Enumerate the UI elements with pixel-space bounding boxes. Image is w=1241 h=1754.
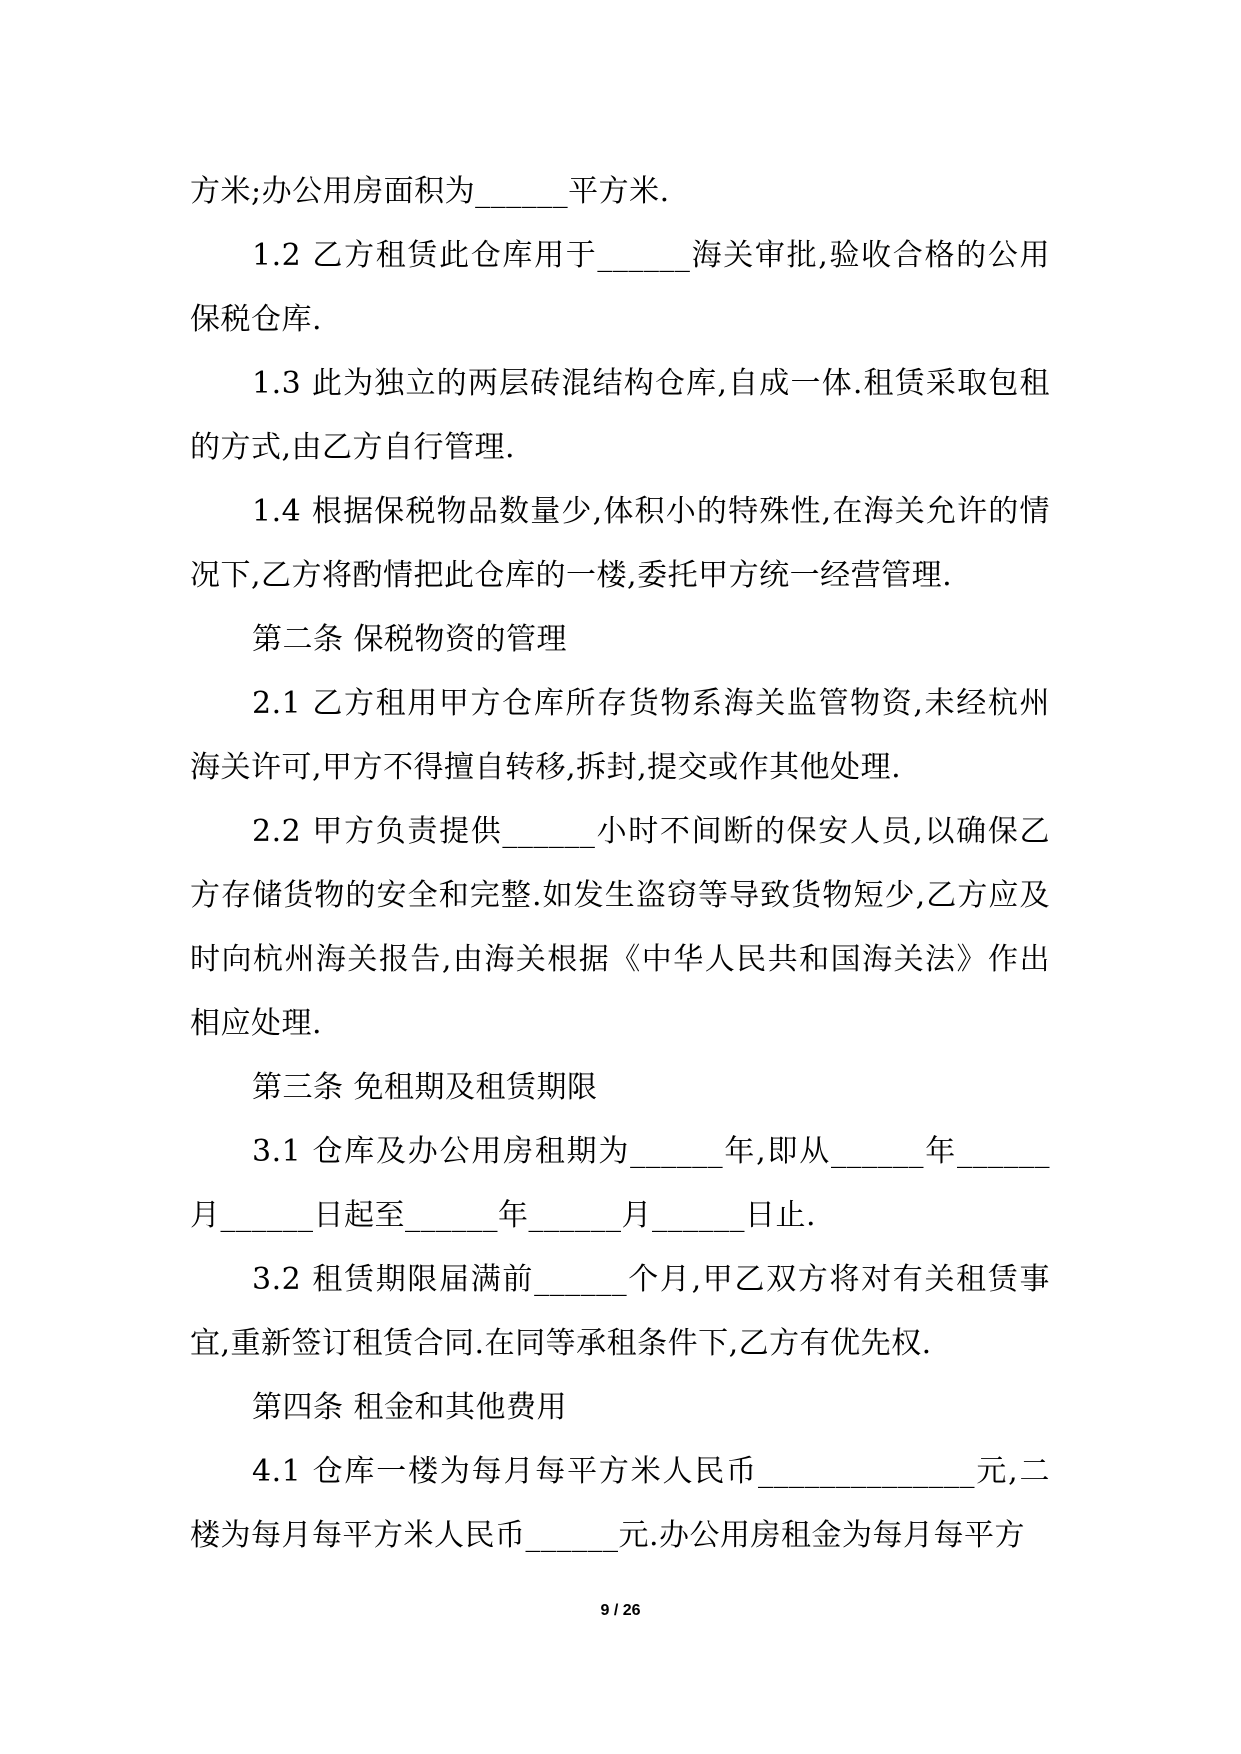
paragraph-area-continuation: 方米;办公用房面积为______平方米. bbox=[190, 174, 670, 209]
paragraph-1-3: 1.3 此为独立的两层砖混结构仓库,自成一体.租赁采取包租的方式,由乙方自行管理. bbox=[190, 366, 1050, 465]
paragraph-3-2: 3.2 租赁期限届满前______个月,甲乙双方将对有关租赁事宜,重新签订租赁合同.在同等承租条件下,乙方有优先权. bbox=[190, 1262, 1050, 1361]
section-heading-article-4: 第四条 租金和其他费用 bbox=[252, 1390, 568, 1425]
paragraph-1-2: 1.2 乙方租赁此仓库用于______海关审批,验收合格的公用保税仓库. bbox=[190, 238, 1050, 337]
section-heading-article-3: 第三条 免租期及租赁期限 bbox=[252, 1070, 598, 1105]
paragraph-3-1: 3.1 仓库及办公用房租期为______年,即从______年______月______日起至______年______月______日止. bbox=[190, 1134, 1050, 1233]
paragraph-4-1: 4.1 仓库一楼为每月每平方米人民币______________元,二楼为每月每平方米人民币______元.办公用房租金为每月每平方 bbox=[190, 1454, 1050, 1553]
paragraph-1-4: 1.4 根据保税物品数量少,体积小的特殊性,在海关允许的情况下,乙方将酌情把此仓库的一楼,委托甲方统一经营管理. bbox=[190, 494, 1050, 593]
document-body bbox=[190, 160, 1050, 1568]
page-number: 9 / 26 bbox=[600, 1602, 641, 1619]
paragraph-2-1: 2.1 乙方租用甲方仓库所存货物系海关监管物资,未经杭州海关许可,甲方不得擅自转移,拆封,提交或作其他处理. bbox=[190, 686, 1050, 785]
section-heading-article-2: 第二条 保税物资的管理 bbox=[252, 622, 568, 657]
paragraph-2-2: 2.2 甲方负责提供______小时不间断的保安人员,以确保乙方存储货物的安全和完整.如发生盗窃等导致货物短少,乙方应及时向杭州海关报告,由海关根据《中华人民共和国海关法》作出相应处理. bbox=[190, 814, 1050, 1041]
